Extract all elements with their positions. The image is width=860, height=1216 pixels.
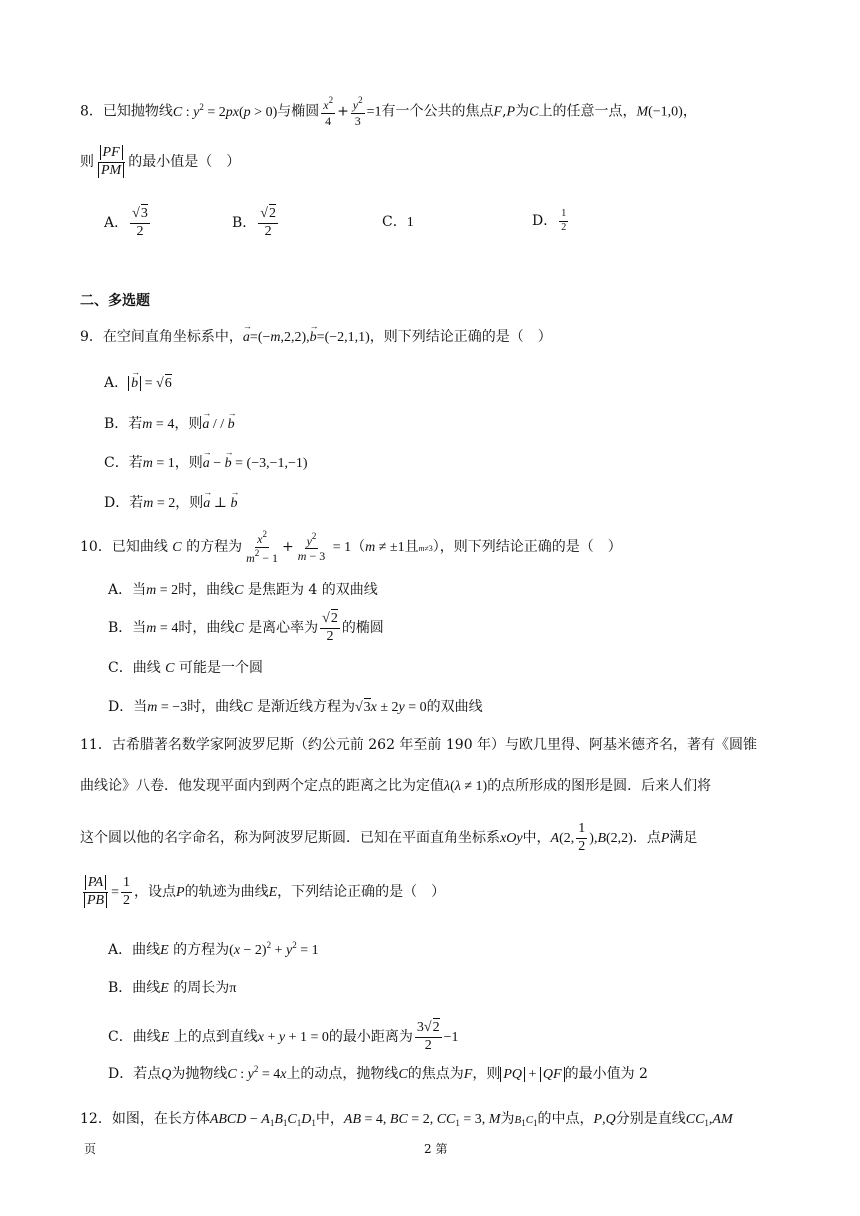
q12-text: 为 bbox=[500, 1111, 515, 1127]
q12-text: 中， bbox=[315, 1111, 344, 1127]
option-text: 的焦点为 bbox=[407, 1066, 464, 1082]
option-text: D．若点 bbox=[108, 1066, 162, 1082]
fraction: $\frac{x^2}{4}$ bbox=[323, 95, 334, 128]
fraction: $\frac{1}{2}$ bbox=[578, 821, 586, 854]
q11-line2: 曲线论》八卷．他发现平面内到两个定点的距离之比为定值λ(λ ≠ 1)的点所形成的图形是圆．后来人们将 bbox=[80, 778, 712, 794]
q11-option-a: A．曲线E 的方程为$(x - 2)^2 + y^2 = 1$ bbox=[108, 940, 319, 958]
fraction: $\frac{y^2}{m - 3}$ bbox=[297, 530, 326, 564]
q8-text: 上的任意一点， bbox=[538, 103, 637, 120]
fraction: $\frac{y^2}{3}$ bbox=[352, 95, 363, 128]
math: C : $y^2 = 2px(p > 0)$ bbox=[172, 101, 278, 120]
fraction: $\frac{1}{2}$ bbox=[123, 875, 131, 908]
option-text: 的周长为 bbox=[173, 980, 230, 996]
q10-number: 10． bbox=[80, 539, 112, 556]
option-text: 若 bbox=[128, 416, 143, 432]
q8-line2 bbox=[80, 146, 240, 178]
option-text: ，则 bbox=[174, 455, 203, 471]
q8-text: 有一个公共的焦点 bbox=[381, 103, 494, 120]
option-label: A． bbox=[104, 375, 129, 391]
option-text: ，则 bbox=[472, 1066, 501, 1082]
option-text: B．曲线 bbox=[108, 980, 161, 996]
fraction: $\frac{√3}{2}$ bbox=[132, 206, 148, 239]
fraction: $\frac{PA}{PB}$ bbox=[82, 876, 109, 908]
option-text: 上的动点，抛物线 bbox=[286, 1066, 399, 1082]
q11-text: 的点所形成的图形是圆．后来人们将 bbox=[487, 778, 712, 794]
option-text: 的最小距离为 bbox=[328, 1029, 413, 1046]
q11-text: ．点 bbox=[632, 830, 661, 847]
q10-text: 的方程为 bbox=[186, 539, 243, 556]
option-text: 的方程为 bbox=[173, 942, 230, 958]
footer-page-number: 2 第 bbox=[424, 1142, 448, 1156]
q9-stem: 9．在空间直角坐标系中，→ a=(−m,2,2),→ b=(−2,1,1)，则下列结论正确的是（ ） bbox=[80, 330, 552, 345]
q9-text: 在空间直角坐标系中， bbox=[102, 329, 243, 345]
q11-text: 曲线论》八卷．他发现平面内到两个定点的距离之比为定值 bbox=[80, 778, 444, 794]
q8-line1: 8．已知抛物线C : $y^2 = 2px(p > 0)$与椭圆 $\frac{x^2}{4}$ + $\frac{y^2}{3}$ =1有一个公共的焦点F,P为C上的任意一点，M(−1,0)， bbox=[80, 95, 697, 128]
math-pi: π bbox=[229, 981, 237, 996]
fraction: $\frac{x^2}{m^2 - 1}$ bbox=[246, 529, 279, 565]
q11-option-c: C．曲线E 上的点到直线x + y + 1 = 0的最小距离为 $\frac{3√2}{2}$ −1 bbox=[108, 1020, 459, 1053]
option-text: 若 bbox=[129, 495, 144, 511]
option-text: D．当 bbox=[108, 699, 148, 715]
option-label: B． bbox=[232, 215, 257, 232]
fraction: $\frac{3√2}{2}$ bbox=[416, 1020, 440, 1053]
option-text: 是渐近线方程为 bbox=[256, 699, 355, 715]
option-text: ，则 bbox=[175, 495, 204, 511]
q11-text: 满足 bbox=[669, 830, 698, 847]
option-text: C．曲线 bbox=[108, 660, 161, 676]
q11-option-b: B．曲线E 的周长为π bbox=[108, 980, 237, 996]
q8-text: 的最小值是（ ） bbox=[128, 154, 241, 171]
option-label: C． bbox=[382, 214, 407, 230]
q10-text: 已知曲线 bbox=[111, 539, 168, 556]
q8-option-a bbox=[104, 207, 152, 239]
q8-option-c bbox=[382, 215, 414, 230]
q11-line1: 11．古希腊著名数学家阿波罗尼斯（约公元前 262 年至前 190 年）与欧几里得、阿基米德齐名，著有《圆锥 bbox=[80, 737, 758, 753]
q10-option-c: C．曲线 C 可能是一个圆 bbox=[108, 660, 263, 676]
option-label: B． bbox=[104, 416, 129, 432]
section-title: 二、多选题 bbox=[80, 293, 150, 309]
footer-left: 页 bbox=[84, 1142, 97, 1156]
option-text: 是焦距为 4 的双曲线 bbox=[247, 582, 378, 598]
q8-number: 8． bbox=[80, 103, 103, 120]
option-label: D． bbox=[532, 213, 558, 229]
option-text: A．当 bbox=[108, 582, 147, 598]
option-text: B．当 bbox=[108, 620, 147, 637]
option-text: A．曲线 bbox=[108, 942, 161, 958]
q8-text: 则 bbox=[80, 154, 94, 171]
option-text: 上的点到直线 bbox=[173, 1029, 258, 1046]
option-text: 为抛物线 bbox=[171, 1066, 228, 1082]
q9-text: ，则下列结论正确的是（ ） bbox=[369, 329, 552, 345]
option-text: 时，曲线 bbox=[178, 582, 235, 598]
option-text: ，则 bbox=[174, 416, 203, 432]
q10-option-b: B．当m = 4时，曲线C 是离心率为 $\frac{√2}{2}$ 的椭圆 bbox=[108, 611, 384, 644]
option-text: 时，曲线 bbox=[178, 620, 235, 637]
option-label: A． bbox=[104, 215, 129, 232]
fraction: $\frac{√2}{2}$ bbox=[260, 206, 276, 239]
option-text: 若 bbox=[128, 455, 143, 471]
fraction: $\frac{PF}{PM}$ bbox=[96, 146, 126, 178]
q11-text: ，下列结论正确的是（ ） bbox=[277, 884, 446, 901]
q11-text: 这个圆以他的名字命名，称为阿波罗尼斯圆．已知在平面直角坐标系 bbox=[80, 830, 500, 847]
option-text: 的双曲线 bbox=[426, 699, 483, 715]
q8-option-b bbox=[232, 207, 280, 239]
q8-option-d bbox=[532, 209, 570, 233]
option-label: C． bbox=[104, 455, 129, 471]
q9-option-b: B．若m = 4，则→ a / / → b bbox=[104, 417, 235, 432]
q10-text: （ bbox=[351, 539, 366, 556]
option-text: 是离心率为 bbox=[248, 620, 319, 637]
option-text: 可能是一个圆 bbox=[178, 660, 263, 676]
option-text: 时，曲线 bbox=[187, 699, 244, 715]
q12-text: 12．如图，在长方体 bbox=[80, 1111, 210, 1127]
q10-option-a: A．当m = 2时，曲线C 是焦距为 4 的双曲线 bbox=[108, 582, 378, 598]
q11-text: 的轨迹为曲线 bbox=[184, 884, 269, 901]
q10-stem: 10．已知曲线 C 的方程为 $\frac{x^2}{m^2 - 1}$ + $\frac{y^2}{m - 3}$ = 1（m ≠ ±1且m≠3），则下列结论正确的是（ ） bbox=[80, 529, 622, 565]
q12-text: 分别是直线 bbox=[615, 1111, 686, 1127]
q10-text: ），则下列结论正确的是（ ） bbox=[432, 539, 622, 556]
option-label: D． bbox=[104, 495, 130, 511]
fraction: $\frac{1}{2}$ bbox=[561, 208, 567, 233]
fraction: $\frac{√2}{2}$ bbox=[322, 611, 338, 644]
q12-text: 的中点， bbox=[537, 1111, 594, 1127]
q9-option-c: C．若m = 1，则→ a − → b = (−3,−1,−1) bbox=[104, 456, 308, 471]
q12-stem: 12．如图，在长方体ABCD − $A_1B_1C_1D_1$中，AB = 4, BC = 2, $CC_1 = 3$, M为$B_1C_1$的中点，P,Q分别是直线$CC_1,AM$ bbox=[80, 1111, 733, 1128]
q8-text: 为 bbox=[515, 103, 530, 120]
q9-number: 9． bbox=[80, 329, 103, 345]
option-value: 1 bbox=[406, 215, 414, 230]
option-text: 的最小值为 2 bbox=[564, 1066, 648, 1082]
q11-option-d: D．若点Q为抛物线C : $y^2 = 4x$上的动点，抛物线C的焦点为F，则 PQ + QF 的最小值为 2 bbox=[108, 1064, 648, 1082]
q8-text: 与椭圆 bbox=[277, 103, 320, 120]
q11-text: 中， bbox=[522, 830, 551, 847]
q10-option-d: D．当m = −3时，曲线C 是渐近线方程为√3x ± 2y = 0的双曲线 bbox=[108, 699, 483, 715]
q8-text: 已知抛物线 bbox=[102, 103, 173, 120]
q10-text: 且 bbox=[404, 539, 419, 556]
q11-line4: $\frac{PA}{PB}$ = $\frac{1}{2}$ ，设点P的轨迹为曲线E，下列结论正确的是（ ） bbox=[80, 876, 445, 908]
q9-option-d: D．若m = 2，则→ a ⊥ → b bbox=[104, 496, 237, 511]
option-text: C．曲线 bbox=[108, 1029, 161, 1046]
q11-text: ，设点 bbox=[134, 884, 177, 901]
q11-line3: 这个圆以他的名字命名，称为阿波罗尼斯圆．已知在平面直角坐标系xOy中，A(2, $\frac{1}{2}$ ),B(2,2)．点P满足 bbox=[80, 821, 698, 854]
q9-option-a: A．→ b = √6 bbox=[104, 376, 172, 391]
option-text: 的椭圆 bbox=[341, 620, 384, 637]
